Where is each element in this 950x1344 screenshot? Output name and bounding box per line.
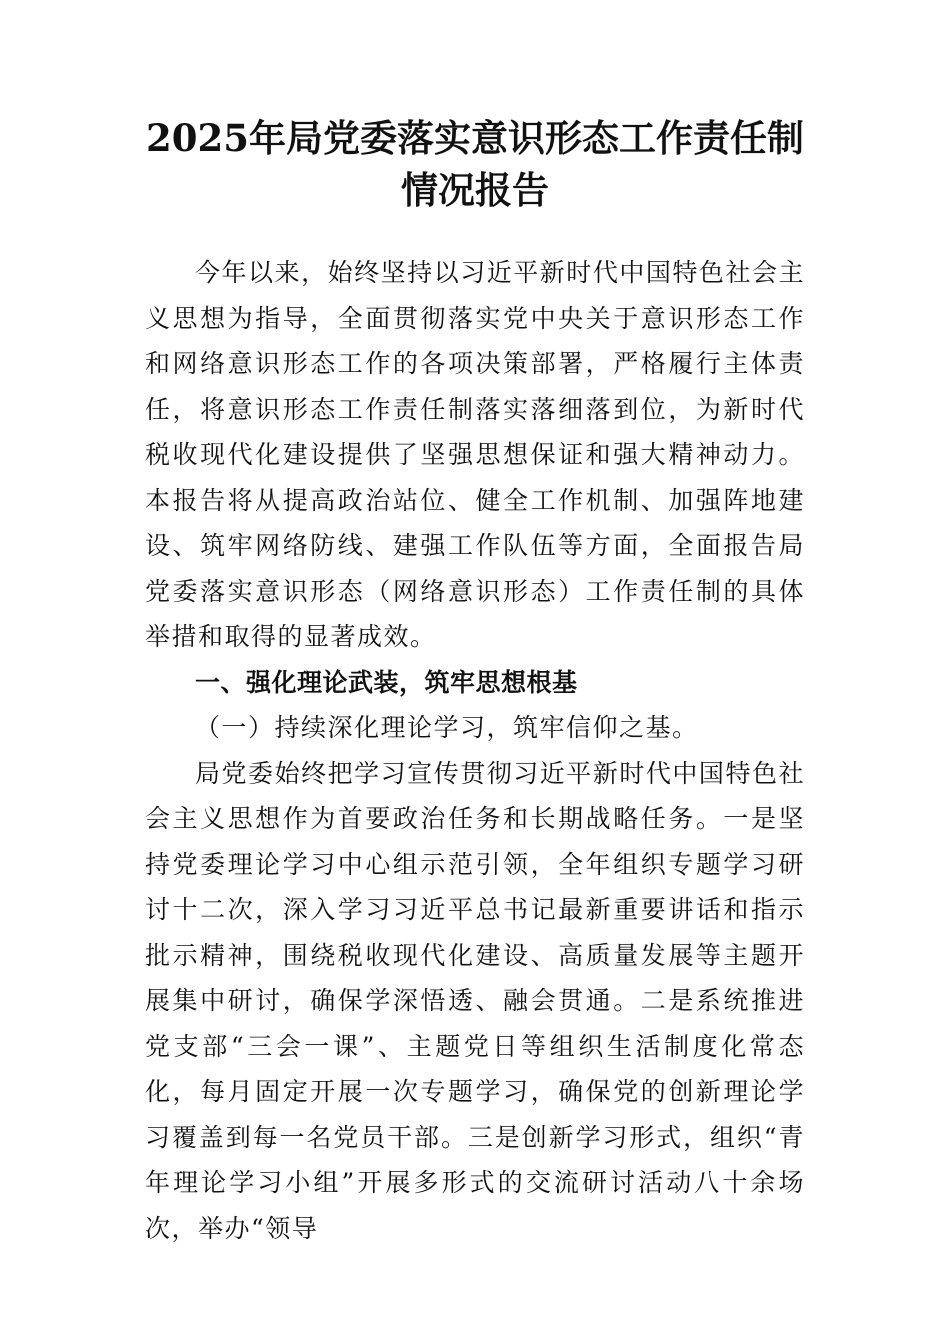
document-body: [145, 250, 805, 1251]
subsection-heading-1: （一）持续深化理论学习，筑牢信仰之基。: [195, 713, 699, 742]
section-heading-1: 一、强化理论武装，筑牢思想根基: [195, 667, 578, 697]
document-title: 2025年局党委落实意识形态工作责任制情况报告: [146, 116, 804, 212]
section-1-body-paragraph: 局党委始终把学习宣传贯彻习近平新时代中国特色社会主义思想作为首要政治任务和长期战略任务。一是坚持党委理论学习中心组示范引领，全年组织专题学习研讨十二次，深入学习习近平总书记最新重要讲话和指示批示精神，围绕税收现代化建设、高质量发展等主题开展集中研讨，确保学深悟透、融会贯通。二是系统推进党支部“三会一课”、主题党日等组织生活制度化常态化，每月固定开展一次专题学习，确保党的创新理论学习覆盖到每一名党员干部。三是创新学习形式，组织“青年理论学习小组”开展多形式的交流研讨活动八十余场次，举办“领导: [145, 758, 805, 1243]
intro-paragraph: 今年以来，始终坚持以习近平新时代中国特色社会主义思想为指导，全面贯彻落实党中央关于意识形态工作和网络意识形态工作的各项决策部署，严格履行主体责任，将意识形态工作责任制落实落细落到位，为新时代税收现代化建设提供了坚强思想保证和强大精神动力。本报告将从提高政治站位、健全工作机制、加强阵地建设、筑牢网络防线、建强工作队伍等方面，全面报告局党委落实意识形态（网络意识形态）工作责任制的具体举措和取得的显著成效。: [145, 258, 805, 651]
